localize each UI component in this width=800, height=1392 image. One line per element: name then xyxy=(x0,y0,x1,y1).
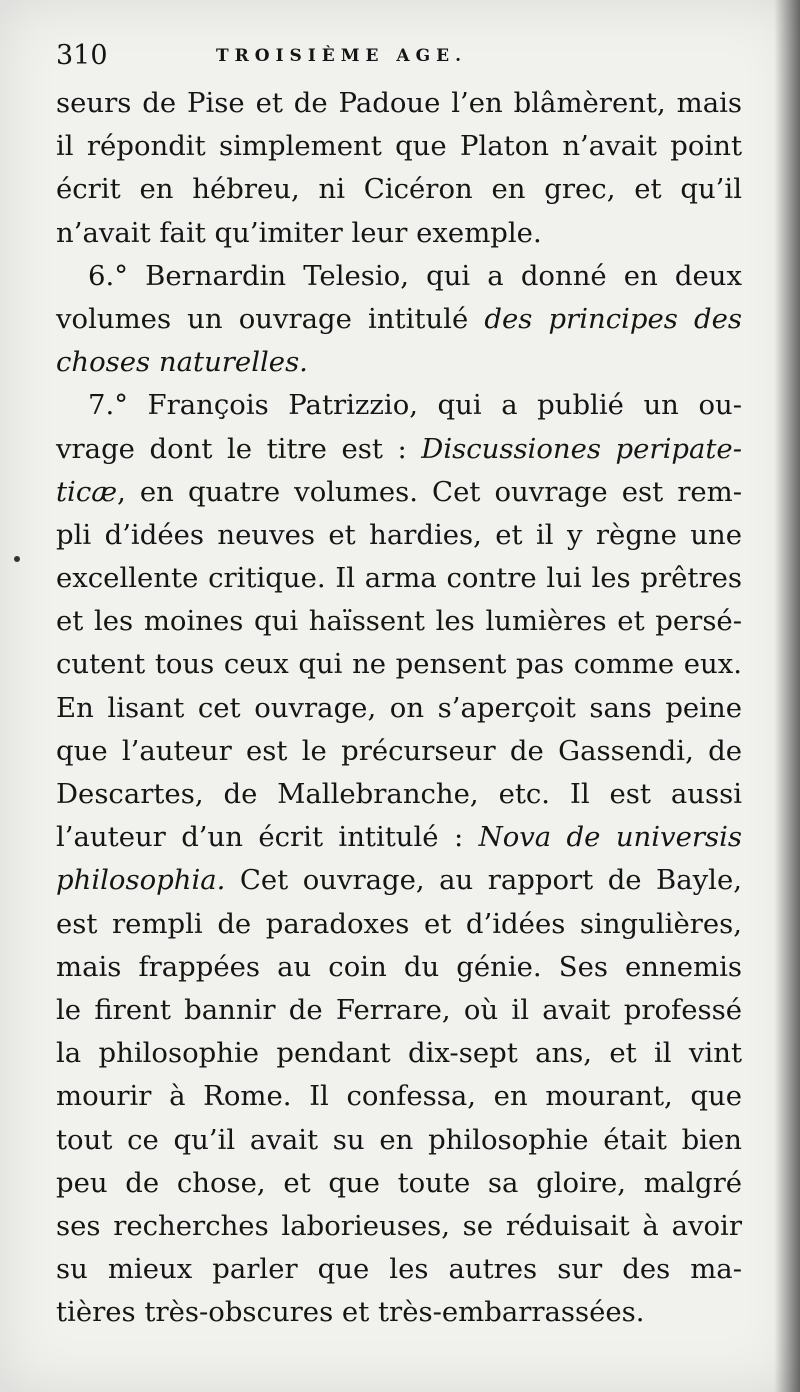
text-line xyxy=(56,514,742,557)
text-run: , en quatre volumes. Cet ouvrage est rem- xyxy=(117,475,742,508)
italic-text: Discussiones peripate- xyxy=(421,432,742,465)
text-run: la philosophie pendant dix-sept ans, et il vint xyxy=(56,1037,742,1070)
page-header xyxy=(56,36,756,76)
text-run: volumes un ouvrage intitulé xyxy=(56,302,485,335)
italic-text: des principes des xyxy=(484,302,742,335)
text-run: le firent bannir de Ferrare, où il avait professé xyxy=(56,993,742,1026)
text-run: excellente critique. Il arma contre lui les prêtres xyxy=(56,562,742,595)
italic-text: ticæ xyxy=(56,475,118,508)
text-run: mourir à Rome. Il confessa, en mourant, que xyxy=(56,1080,742,1113)
italic-text: philosophia. xyxy=(56,864,226,897)
text-line xyxy=(56,212,742,255)
text-line xyxy=(56,1291,742,1334)
italic-text: Nova de universis xyxy=(478,821,743,854)
running-head: TROISIÈME AGE. xyxy=(216,46,468,66)
text-line xyxy=(56,82,742,125)
text-run: Cet ouvrage, au rapport de Bayle, xyxy=(225,864,742,897)
text-run: ses recherches laborieuses, se réduisait à avoir xyxy=(56,1209,742,1242)
text-line xyxy=(56,341,742,384)
text-run: seurs de Pise et de Padoue l’en blâmèrent, mais xyxy=(56,87,742,119)
text-line xyxy=(56,557,742,600)
text-run: tout ce qu’il avait su en philosophie était bien xyxy=(56,1123,742,1156)
text-run: su mieux parler que les autres sur des ma- xyxy=(56,1253,742,1286)
text-line xyxy=(56,298,742,341)
ink-speck xyxy=(14,556,20,562)
text-run: pli d’idées neuves et hardies, et il y règne une xyxy=(56,518,742,551)
text-line xyxy=(56,1248,742,1291)
text-line xyxy=(56,1162,742,1205)
text-line xyxy=(56,730,742,773)
text-run: mais frappées au coin du génie. Ses ennemis xyxy=(56,950,742,983)
text-line xyxy=(56,471,742,514)
text-run: il répondit simplement que Platon n’avait point xyxy=(56,130,742,163)
italic-text: choses naturelles. xyxy=(56,346,308,379)
text-run: tières très-obscures et très-embarrassées. xyxy=(56,1296,645,1329)
text-line xyxy=(56,989,742,1032)
text-line xyxy=(56,600,742,643)
text-run: peu de chose, et que toute sa gloire, malgré xyxy=(56,1166,742,1199)
text-run: écrit en hébreu, ni Cicéron en grec, et qu’il xyxy=(56,173,742,206)
text-run: En lisant cet ouvrage, on s’aperçoit sans peine xyxy=(56,691,742,724)
text-run: est rempli de paradoxes et d’idées singulières, xyxy=(56,907,742,940)
text-line xyxy=(56,816,742,859)
text-run: l’auteur d’un écrit intitulé : xyxy=(56,821,479,854)
text-run: vrage dont le titre est : xyxy=(56,432,422,465)
text-line xyxy=(56,384,742,427)
text-line xyxy=(56,859,742,902)
text-line xyxy=(56,255,742,298)
text-line xyxy=(56,168,742,211)
text-line xyxy=(56,643,742,686)
text-run: n’avait fait qu’imiter leur exemple. xyxy=(56,216,542,249)
body-text xyxy=(56,82,742,1334)
text-line xyxy=(56,1119,742,1162)
text-run: 6.° Bernardin Telesio, qui a donné en deux xyxy=(88,259,742,292)
text-line xyxy=(56,1032,742,1075)
text-line xyxy=(56,1205,742,1248)
page-edge-shadow xyxy=(774,0,800,1392)
text-line xyxy=(56,946,742,989)
text-line xyxy=(56,1075,742,1118)
text-line xyxy=(56,903,742,946)
text-run: cutent tous ceux qui ne pensent pas comme eux. xyxy=(56,648,742,681)
text-line xyxy=(56,125,742,168)
text-line xyxy=(56,428,742,471)
text-line xyxy=(56,773,742,816)
text-run: que l’auteur est le précurseur de Gassendi, de xyxy=(56,734,742,767)
page-number: 310 xyxy=(56,40,108,71)
text-run: et les moines qui haïssent les lumières et persé- xyxy=(56,605,742,638)
text-line xyxy=(56,687,742,730)
text-run: Descartes, de Mallebranche, etc. Il est aussi xyxy=(56,778,742,810)
text-run: 7.° François Patrizzio, qui a publié un ou- xyxy=(88,389,742,422)
